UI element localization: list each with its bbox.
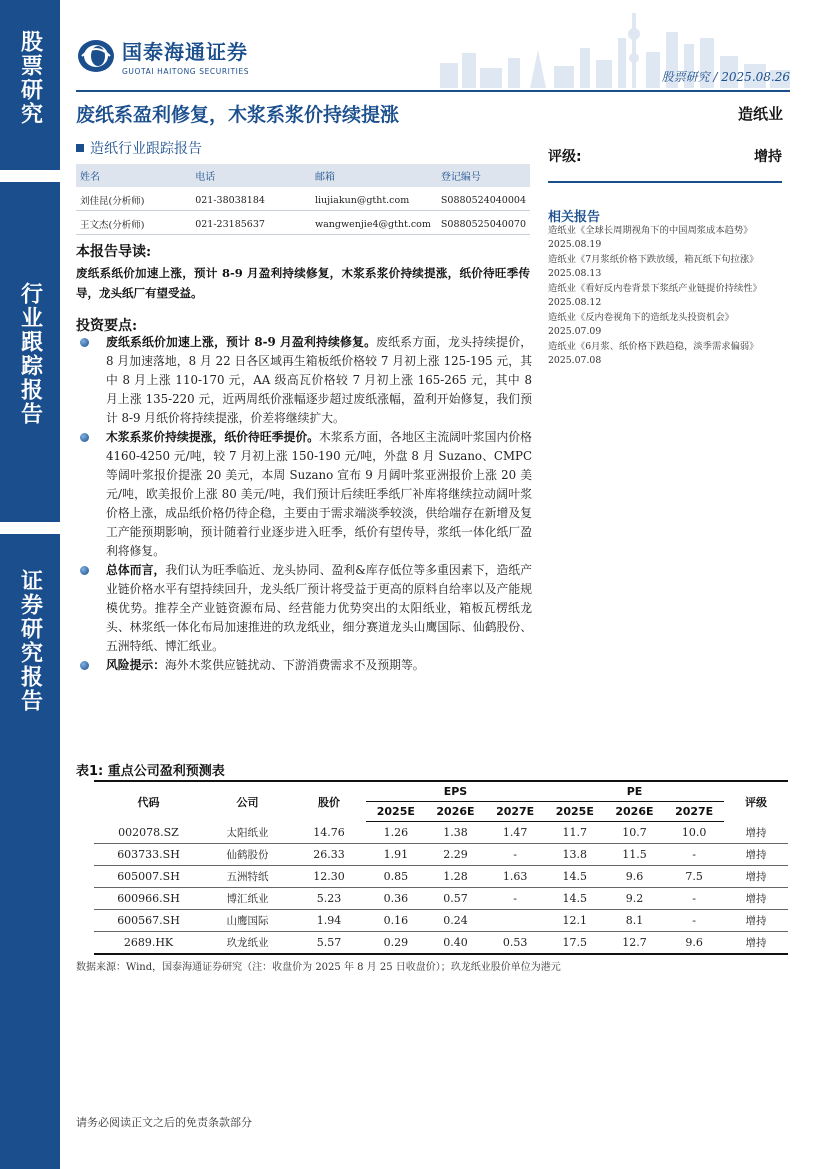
sidebar-block-securities-report (0, 534, 60, 1169)
rating-divider (548, 181, 782, 183)
pe-2025e: 14.5 (545, 866, 605, 888)
eps-2027e: 1.47 (485, 822, 545, 844)
eps-2025e: 0.85 (366, 866, 426, 888)
eps-2027e: - (485, 888, 545, 910)
pe-2026e: 9.2 (605, 888, 665, 910)
related-report-link[interactable]: 造纸业《6月浆、纸价格下跌趋稳，淡季需求偏弱》2025.07.08 (548, 341, 759, 366)
eps-2025e: 0.29 (366, 932, 426, 955)
point-lead: 风险提示： (106, 658, 165, 672)
rating-cell: 增持 (724, 888, 788, 910)
list-item (76, 428, 532, 561)
point-text: 我们认为旺季临近、龙头协同、盈利&库存低位等多重因素下，造纸产业链价格水平有望持续回升，龙头纸厂预计将受益于更高的原料自给率以及产能规模优势。推荐全产业链资源布局、经营能力优势突出的太阳纸业，箱板瓦楞纸龙头、林浆纸一体化布局加速推进的玖龙纸业，细分赛道龙头山鹰国际、仙鹤股份、五洲特纸、博汇纸业。 (106, 563, 532, 653)
point-text: 木浆系方面，各地区主流阔叶浆国内价格 4160-4250 元/吨，较 7 月初上涨 150-190 元/吨，外盘 8 月 Suzano、CMPC 等阔叶浆报价提涨 20 美元，本周 Suzano 宣布 9 月阔叶浆亚洲报价上涨 20 美元/吨，欧美报价上涨 80 美元/吨，我们预计后续旺季纸厂补库将继续拉动阔叶浆价格上涨，成品纸价格仍待企稳，主要由于需求端淡季较淡，供给端存在新增及复工产能预期影响，预计随着行业逐步进入旺季，纸价有望传导，浆纸一体化纸厂盈利将修复。 (106, 430, 532, 558)
related-report-link[interactable]: 造纸业《看好反内卷背景下浆纸产业链提价持续性》2025.08.12 (548, 283, 762, 308)
report-title: 废纸系盈利修复，木浆系浆价持续提涨 (76, 104, 400, 126)
company-logo (76, 36, 249, 76)
company-name: 仙鹤股份 (203, 844, 292, 866)
table-row (94, 888, 788, 910)
left-sidebar (0, 0, 60, 1169)
logo-mark-icon (76, 38, 116, 74)
company-name: 五洲特纸 (203, 866, 292, 888)
logo-chinese-name: 国泰海通证券 (122, 40, 248, 64)
table-row (76, 211, 530, 235)
list-item (76, 333, 532, 428)
pe-2025e: 11.7 (545, 822, 605, 844)
column-header: 2026E (426, 802, 486, 822)
stock-code: 002078.SZ (94, 822, 203, 844)
eps-2027e: 1.63 (485, 866, 545, 888)
eps-2027e: - (485, 844, 545, 866)
stock-code: 600567.SH (94, 910, 203, 932)
column-header: 股价 (292, 781, 366, 822)
column-header: 公司 (203, 781, 292, 822)
analyst-name: 刘佳昆(分析师) (76, 187, 191, 211)
eps-2027e (485, 910, 545, 932)
column-group-header: PE (545, 781, 724, 802)
rating-box (548, 146, 782, 166)
point-lead: 总体而言， (106, 563, 166, 577)
eps-2026e: 0.40 (426, 932, 486, 955)
investment-points-heading: 投资要点: (76, 318, 138, 334)
investment-points-list (76, 333, 532, 675)
point-text: 废纸系方面，龙头持续提价，8 月加速落地，8 月 22 日各区域再生箱板纸价格较 7 月初上涨 125-195 元，其中 8 月上涨 110-170 元，AA 级高瓦价格较 7 月初上涨 165-265 元，其中 8 月上涨 135-220 元，近两周纸价涨幅逐步超过废纸涨幅，盈利开始修复，我们预计 8-9 月纸价将持续提涨，价差将继续扩大。 (106, 335, 532, 425)
pe-2026e: 9.6 (605, 866, 665, 888)
rating-cell: 增持 (724, 844, 788, 866)
eps-2025e: 1.26 (366, 822, 426, 844)
logo-english-name: GUOTAI HAITONG SECURITIES (122, 67, 250, 76)
industry-label: 造纸业 (737, 105, 783, 123)
related-reports-list (548, 224, 782, 369)
pe-2026e: 10.7 (605, 822, 665, 844)
pe-2025e: 13.8 (545, 844, 605, 866)
stock-price: 14.76 (292, 822, 366, 844)
analyst-email[interactable]: wangwenjie4@gtht.com (311, 211, 437, 235)
column-header: 姓名 (76, 164, 191, 187)
table-row (94, 844, 788, 866)
guide-summary: 废纸系纸价加速上涨，预计 8-9 月盈利持续修复，木浆系浆价持续提涨，纸价待旺季传导，龙头纸厂有望受益。 (76, 266, 530, 300)
eps-2025e: 1.91 (366, 844, 426, 866)
sidebar-block-stock-research (0, 0, 60, 170)
point-text: 海外木浆供应链扰动、下游消费需求不及预期等。 (165, 658, 425, 672)
column-header: 代码 (94, 781, 203, 822)
rating-cell: 增持 (724, 910, 788, 932)
eps-2026e: 1.28 (426, 866, 486, 888)
subtitle-text: 造纸行业跟踪报告 (90, 141, 202, 157)
sidebar-block-industry-report (0, 182, 60, 522)
column-header: 2025E (545, 802, 605, 822)
forecast-header-row (94, 781, 788, 802)
company-name: 玖龙纸业 (203, 932, 292, 955)
table-row (76, 187, 530, 211)
table-row (94, 932, 788, 955)
data-source-note: 数据来源：Wind，国泰海通证券研究（注：收盘价为 2025 年 8 月 25 日收盘价）；玖龙纸业股价单位为港元 (76, 962, 561, 973)
bullet-icon (80, 433, 89, 442)
disclaimer-note: 请务必阅读正文之后的免责条款部分 (76, 1116, 252, 1129)
rating-label: 评级: (548, 149, 582, 165)
point-lead: 废纸系纸价加速上涨，预计 8-9 月盈利持续修复。 (106, 335, 377, 349)
square-bullet-icon (76, 144, 84, 152)
analyst-table-header (76, 164, 530, 187)
stock-price: 26.33 (292, 844, 366, 866)
eps-2025e: 0.16 (366, 910, 426, 932)
forecast-table-title: 表1: 重点公司盈利预测表 (76, 764, 225, 779)
pe-2025e: 17.5 (545, 932, 605, 955)
stock-price: 5.57 (292, 932, 366, 955)
eps-2025e: 0.36 (366, 888, 426, 910)
pe-2027e: - (664, 888, 724, 910)
pe-2026e: 11.5 (605, 844, 665, 866)
pe-2027e: 9.6 (664, 932, 724, 955)
analyst-phone: 021-38038184 (191, 187, 311, 211)
column-header: 评级 (724, 781, 788, 822)
pe-2027e: - (664, 844, 724, 866)
related-report-link[interactable]: 造纸业《7月浆纸价格下跌放缓，箱瓦纸下旬拉涨》2025.08.13 (548, 254, 759, 279)
eps-2026e: 0.24 (426, 910, 486, 932)
guide-heading: 本报告导读: (76, 244, 152, 260)
column-group-header: EPS (366, 781, 545, 802)
report-subtitle (76, 138, 202, 158)
pe-2026e: 8.1 (605, 910, 665, 932)
rating-value: 增持 (754, 149, 782, 165)
sidebar-label: 行业跟踪报告 (17, 282, 43, 426)
column-header: 2025E (366, 802, 426, 822)
rating-cell: 增持 (724, 932, 788, 955)
eps-2027e: 0.53 (485, 932, 545, 955)
pe-2025e: 12.1 (545, 910, 605, 932)
stock-price: 12.30 (292, 866, 366, 888)
pe-2027e: - (664, 910, 724, 932)
analyst-phone: 021-23185637 (191, 211, 311, 235)
analyst-reg-no: S0880524040004 (437, 187, 530, 211)
column-header: 登记编号 (437, 164, 530, 187)
pe-2027e: 10.0 (664, 822, 724, 844)
stock-code: 2689.HK (94, 932, 203, 955)
rating-cell: 增持 (724, 866, 788, 888)
bullet-icon (80, 338, 89, 347)
sidebar-label: 股票研究 (17, 30, 43, 126)
rating-cell: 增持 (724, 822, 788, 844)
point-lead: 木浆系浆价持续提涨，纸价待旺季提价。 (106, 430, 320, 444)
analyst-name: 王文杰(分析师) (76, 211, 191, 235)
header-divider (76, 90, 790, 92)
analyst-table (76, 164, 530, 235)
bullet-icon (80, 661, 89, 670)
forecast-table (94, 780, 788, 955)
pe-2027e: 7.5 (664, 866, 724, 888)
list-item (76, 561, 532, 656)
stock-price: 1.94 (292, 910, 366, 932)
stock-code: 603733.SH (94, 844, 203, 866)
related-report-link[interactable]: 造纸业《反内卷视角下的造纸龙头投资机会》2025.07.09 (548, 312, 734, 337)
column-header: 电话 (191, 164, 311, 187)
table-row (94, 822, 788, 844)
company-name: 博汇纸业 (203, 888, 292, 910)
eps-2026e: 1.38 (426, 822, 486, 844)
related-report-link[interactable]: 造纸业《全球长周期视角下的中国周浆成本趋势》2025.08.19 (548, 225, 753, 250)
company-name: 太阳纸业 (203, 822, 292, 844)
sidebar-label: 证券研究报告 (17, 569, 43, 713)
related-reports-title: 相关报告 (548, 210, 601, 225)
stock-code: 600966.SH (94, 888, 203, 910)
pe-2025e: 14.5 (545, 888, 605, 910)
column-header: 2027E (485, 802, 545, 822)
stock-price: 5.23 (292, 888, 366, 910)
pe-2026e: 12.7 (605, 932, 665, 955)
analyst-reg-no: S0880525040070 (437, 211, 530, 235)
table-row (94, 866, 788, 888)
stock-code: 605007.SH (94, 866, 203, 888)
column-header: 邮箱 (311, 164, 437, 187)
eps-2026e: 0.57 (426, 888, 486, 910)
company-name: 山鹰国际 (203, 910, 292, 932)
analyst-email[interactable]: liujiakun@gtht.com (311, 187, 437, 211)
report-type-date: 股票研究 / 2025.08.26 (661, 70, 790, 84)
eps-2026e: 2.29 (426, 844, 486, 866)
column-header: 2026E (605, 802, 665, 822)
bullet-icon (80, 566, 89, 575)
table-row (94, 910, 788, 932)
column-header: 2027E (664, 802, 724, 822)
list-item (76, 656, 532, 675)
